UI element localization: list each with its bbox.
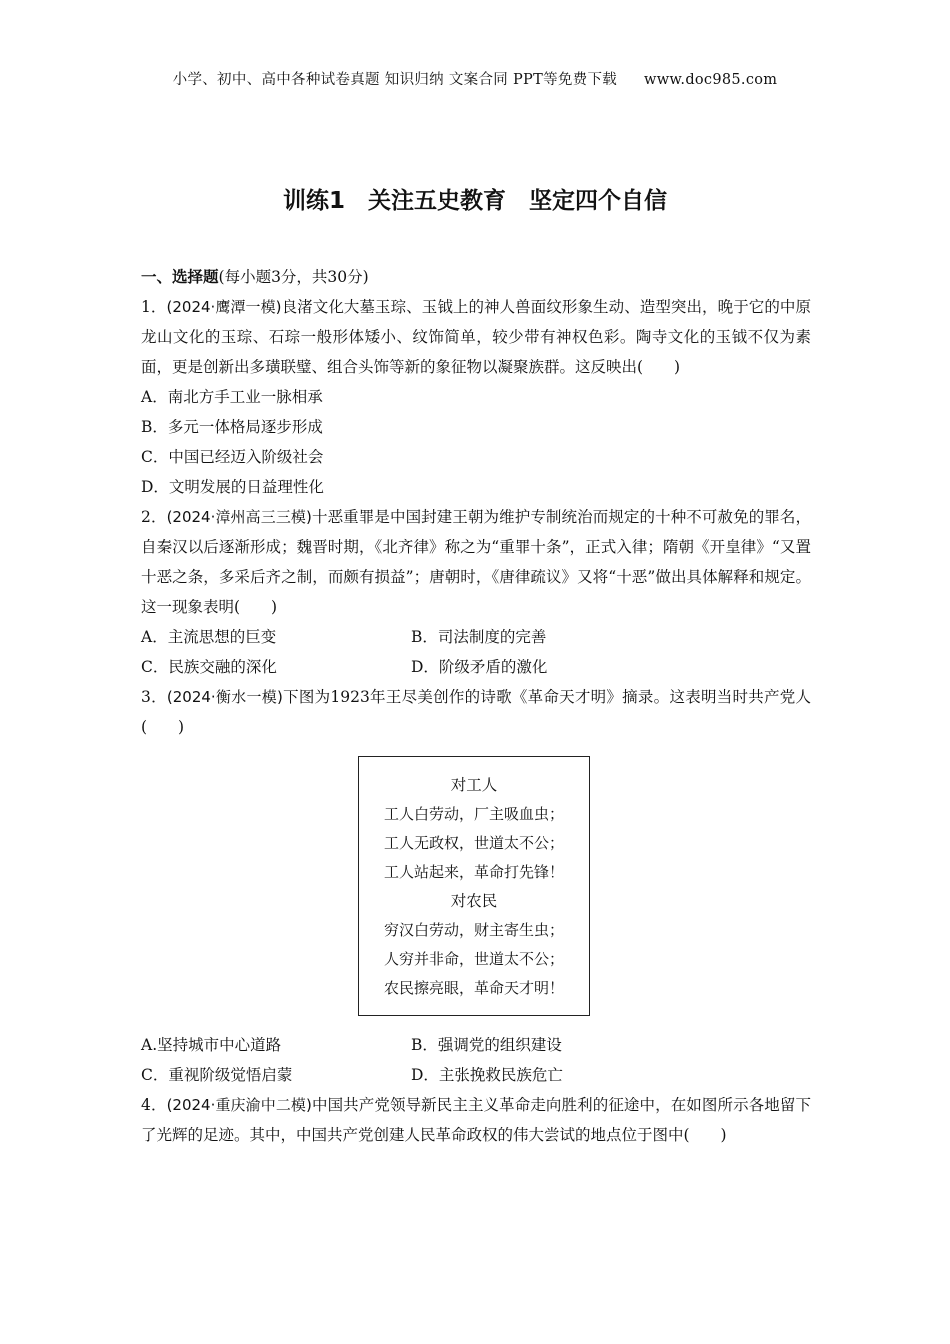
question-number: 4． (141, 1096, 167, 1114)
question-4-stem (141, 1090, 811, 1150)
question-source: (2024·重庆渝中二模) (166, 1096, 312, 1114)
question-2-stem (141, 502, 811, 622)
option-a[interactable]: A．主流思想的巨变 (141, 628, 277, 646)
question-text: 良渚文化大墓玉琮、玉钺上的神人兽面纹形象生动、造型突出，晚于它的中原龙山文化的玉琮、石琮一般形体矮小、纹饰简单，较少带有神权色彩。陶寺文化的玉钺不仅为素面，更是创新出多璜联璧、组合头饰等新的象征物以凝聚族群。这反映出( ) (141, 298, 811, 376)
option-a[interactable]: A.坚持城市中心道路 (141, 1036, 282, 1054)
poem-heading-farmers: 对农民 (450, 892, 498, 910)
question-source: (2024·衡水一模) (166, 688, 283, 706)
document-body (141, 262, 811, 1150)
option-d[interactable]: D．阶级矛盾的激化 (411, 658, 548, 676)
option-b[interactable]: B．司法制度的完善 (411, 628, 547, 646)
poem-excerpt-box (358, 756, 590, 1016)
section-head-label: 一、选择题 (141, 268, 219, 286)
question-source: (2024·鹰潭一模) (166, 298, 282, 316)
question-number: 1． (141, 298, 167, 316)
question-source: (2024·漳州高三三模) (166, 508, 312, 526)
option-d[interactable]: D．文明发展的日益理性化 (141, 478, 324, 496)
option-c[interactable]: C．重视阶级觉悟启蒙 (141, 1066, 293, 1084)
question-text: 中国共产党领导新民主主义革命走向胜利的征途中，在如图所示各地留下了光辉的足迹。其中，中国共产党创建人民革命政权的伟大尝试的地点位于图中( ) (141, 1096, 811, 1144)
options-row (141, 652, 811, 682)
section-note: (每小题3分，共30分) (218, 268, 369, 286)
poem-line: 穷汉白劳动，财主寄生虫； (383, 921, 564, 939)
header-text: 小学、初中、高中各种试卷真题 知识归纳 文案合同 PPT等免费下载 (172, 72, 618, 88)
poem-line: 工人无政权，世道太不公； (383, 834, 564, 852)
question-text: 十恶重罪是中国封建王朝为维护专制统治而规定的十种不可赦免的罪名，自秦汉以后逐渐形成；魏晋时期，《北齐律》称之为“重罪十条”，正式入律；隋朝《开皇律》“又置十恶之条，多采后齐之制，而颇有损益”；唐朝时，《唐律疏议》又将“十恶”做出具体解释和规定。这一现象表明( ) (141, 508, 811, 616)
option-b[interactable]: B．强调党的组织建设 (411, 1036, 562, 1054)
option-c[interactable]: C．中国已经迈入阶级社会 (141, 448, 324, 466)
page-header (0, 68, 950, 89)
poem-line: 工人白劳动，厂主吸血虫； (383, 805, 564, 823)
question-3-stem (141, 682, 811, 742)
page-title: 训练1 关注五史教育 坚定四个自信 (282, 188, 667, 214)
option-a[interactable]: A．南北方手工业一脉相承 (141, 388, 323, 406)
option-d[interactable]: D．主张挽救民族危亡 (411, 1066, 563, 1084)
option-c[interactable]: C．民族交融的深化 (141, 658, 277, 676)
poem-line: 人穷并非命，世道太不公； (383, 950, 564, 968)
question-number: 2． (141, 508, 167, 526)
poem-line: 农民擦亮眼，革命天才明！ (383, 979, 564, 997)
options-row (141, 1030, 811, 1060)
section-heading (141, 262, 811, 292)
question-number: 3． (141, 688, 167, 706)
poem-line: 工人站起来，革命打先锋！ (383, 863, 564, 881)
header-site-link[interactable]: www.doc985.com (644, 72, 778, 88)
options-row (141, 1060, 811, 1090)
option-b[interactable]: B．多元一体格局逐步形成 (141, 418, 323, 436)
question-text: 下图为1923年王尽美创作的诗歌《革命天才明》摘录。这表明当时共产党人( ) (141, 688, 811, 736)
options-row (141, 622, 811, 652)
question-1-stem (141, 292, 811, 382)
poem-heading-workers: 对工人 (450, 776, 498, 794)
